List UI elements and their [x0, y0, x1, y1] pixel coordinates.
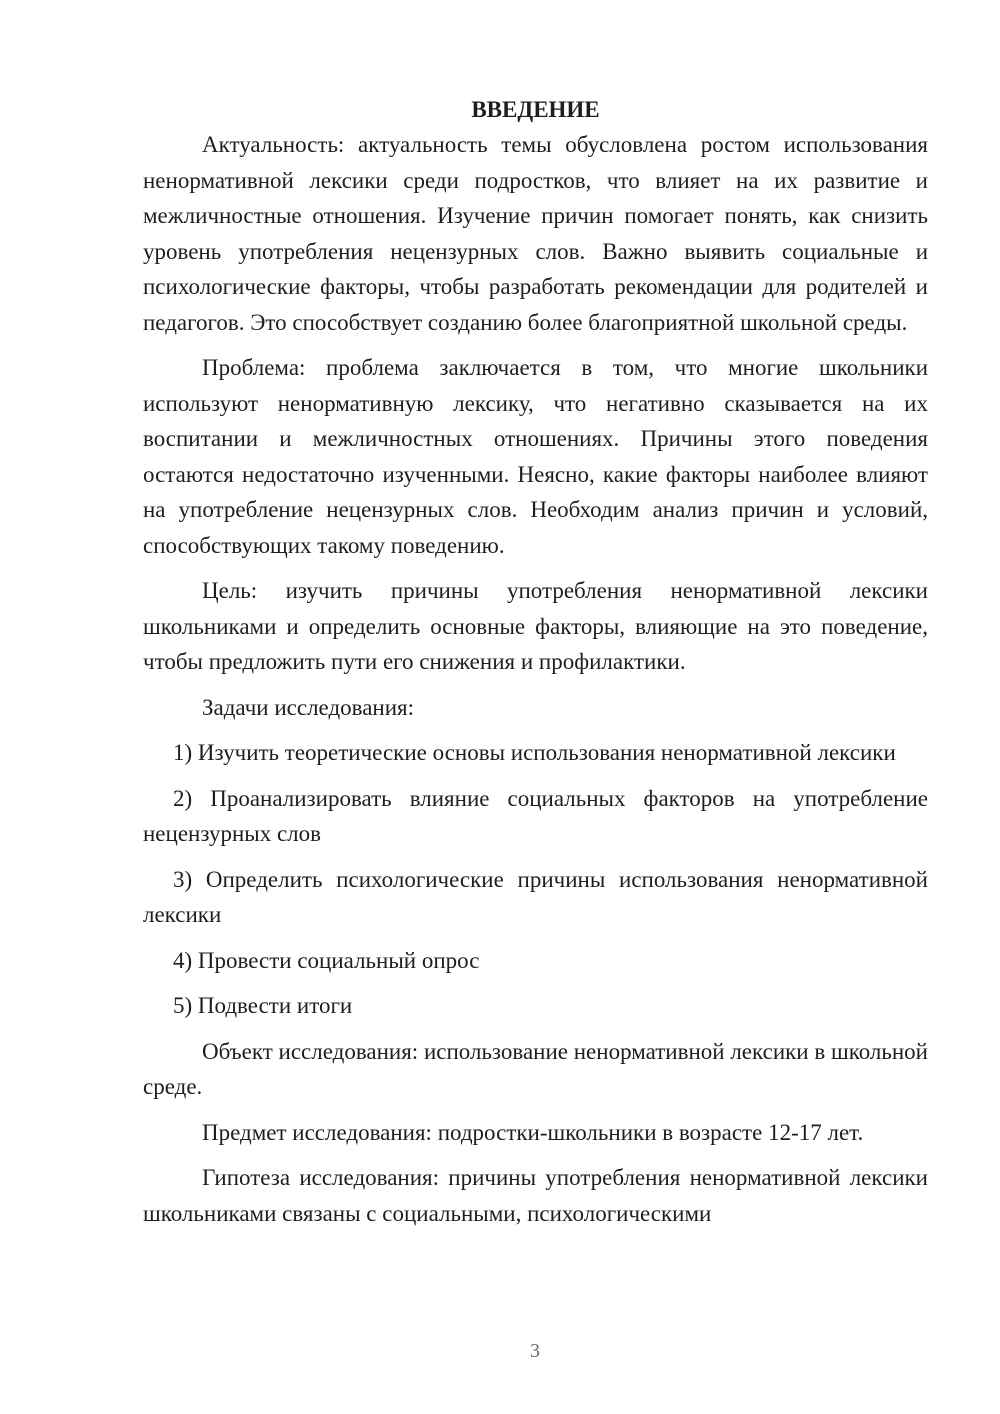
paragraph-relevance: Актуальность: актуальность темы обусловлена ростом использования ненормативной лексики среди подростков, что влияет на их развитие и межличностные отношения. Изучение причин помогает понять, как снизить уровень употребления нецензурных слов. Важно выявить социальные и психологические факторы, чтобы разработать рекомендации для родителей и педагогов. Это способствует созданию более благоприятной школьной среды. — [143, 132, 928, 335]
paragraph-hypothesis: Гипотеза исследования: причины употребления ненормативной лексики школьниками связаны с социальными, психологическими — [143, 1165, 928, 1226]
paragraph-object: Объект исследования: использование ненормативной лексики в школьной среде. — [143, 1038, 928, 1099]
page-number: 3 — [530, 1340, 540, 1362]
page-title: ВВЕДЕНИЕ — [471, 97, 600, 122]
tasks-heading: Задачи исследования: — [202, 694, 415, 720]
task-item-3: 3) Определить психологические причины использования ненормативной лексики — [143, 866, 928, 927]
paragraph-problem: Проблема: проблема заключается в том, что многие школьники используют ненормативную лексику, что негативно сказывается на их воспитании и межличностных отношениях. Причины этого поведения остаются недостаточно изученными. Неясно, какие факторы наиболее влияют на употребление нецензурных слов. Необходим анализ причин и условий, способствующих такому поведению. — [143, 355, 928, 558]
paragraph-goal: Цель: изучить причины употребления ненормативной лексики школьниками и определить основные факторы, влияющие на это поведение, чтобы предложить пути его снижения и профилактики. — [143, 578, 928, 674]
task-item-1: 1) Изучить теоретические основы использования ненормативной лексики — [173, 740, 896, 765]
page-content — [143, 92, 928, 1231]
task-item-5: 5) Подвести итоги — [173, 993, 353, 1018]
paragraph-subject: Предмет исследования: подростки-школьники в возрасте 12-17 лет. — [202, 1119, 864, 1145]
task-item-2: 2) Проанализировать влияние социальных факторов на употребление нецензурных слов — [143, 785, 928, 846]
task-item-4: 4) Провести социальный опрос — [173, 947, 480, 973]
